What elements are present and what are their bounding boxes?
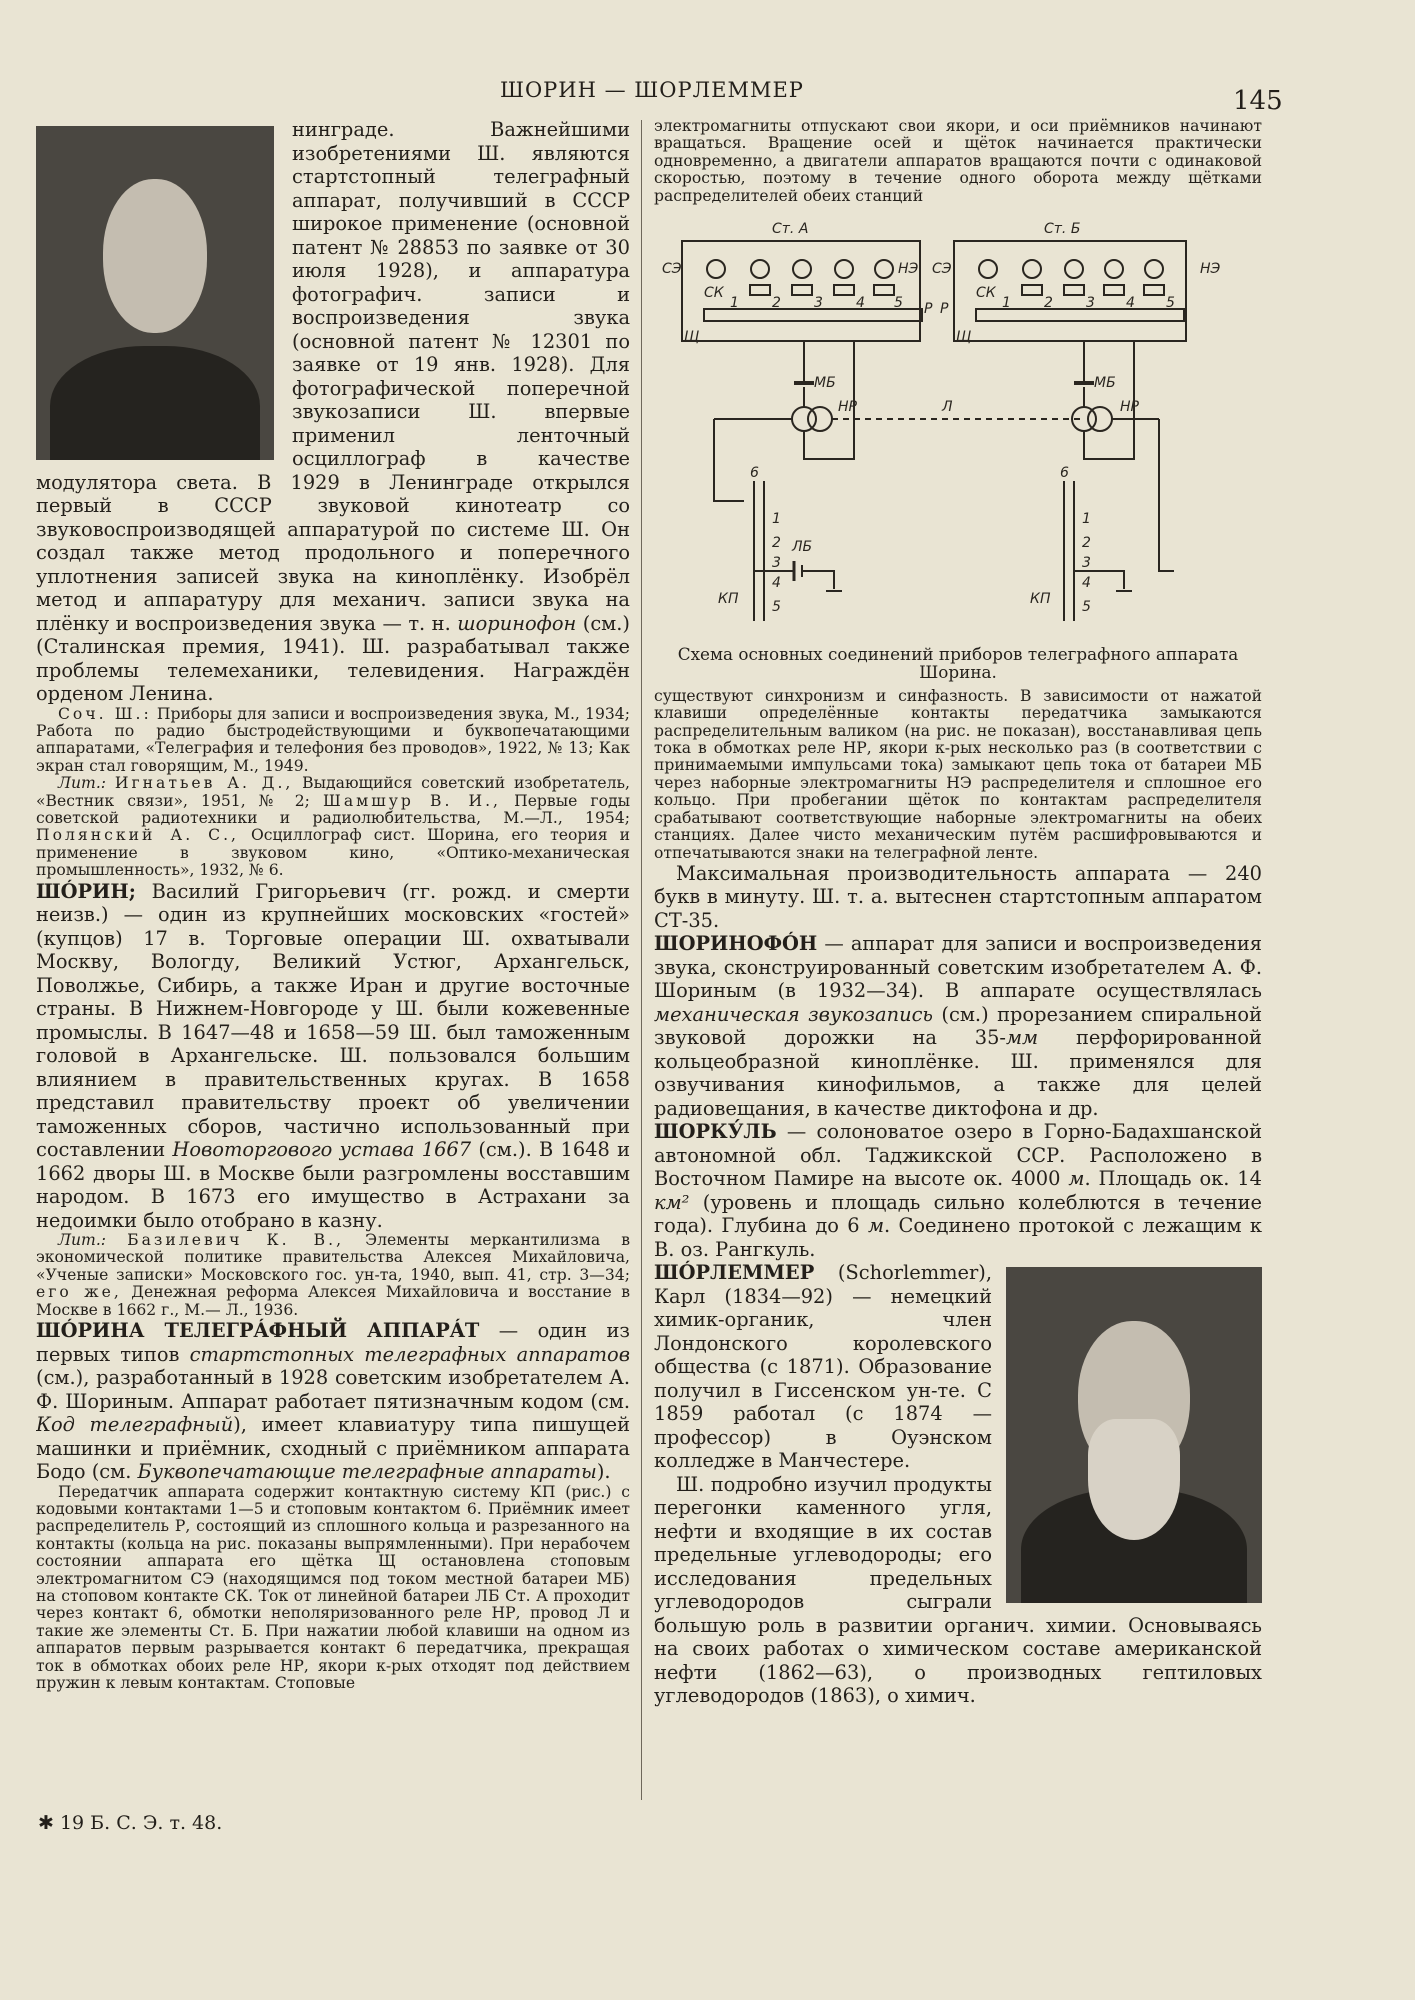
article-heading-shorinofon: ШОРИНОФÓН <box>654 932 818 956</box>
diagram-label-n4: 4 <box>856 295 865 312</box>
vasily-literature-note: Лит.: Базилевич К. В., Элементы меркантилизма в экономической политике правительства Алексея Михайловича, «Ученые записки» Московского гос. ун-та, 1940, вып. 41, стр. 3—34; его же, Денежная реформа Алексея Михайловича и восстание в Москве в 1662 г., М.— Л., 1936. <box>36 1231 630 1319</box>
shorin-works-note: Соч. Ш.: Приборы для записи и воспроизведения звука, М., 1934; Работа по радио быстродействующими и буквопечатающими аппаратами, «Телеграфия и телефония без проводов», 1922, № 13; Как экран стал говорящим, М., 1949. <box>36 704 630 775</box>
telegraph-productivity: Максимальная производительность аппарата — 240 букв в минуту. Ш. т. а. вытеснен стартстопным аппаратом СТ-35. <box>654 861 1262 932</box>
diagram-label-n2: 2 <box>772 295 781 312</box>
portrait-shorin-photo <box>36 126 274 460</box>
diagram-label-n1: 1 <box>1002 295 1011 312</box>
diagram-label-n2: 2 <box>1044 295 1053 312</box>
diagram-label-se: СЭ <box>932 261 952 278</box>
magnets-a <box>707 260 894 295</box>
diagram-label-n5: 5 <box>894 295 903 312</box>
diagram-label-ne: НЭ <box>898 261 919 278</box>
shorin-vasily-article: ШÓРИН; Василий Григорьевич (гг. рожд. и смерти неизв.) — один из крупнейших московских «гостей» (купцов) 17 в. Торговые операции Ш. охватывали Москву, Вологду, Великий Устюг, Архангельск, Поволжье, Сибирь, а также Иран и другие восточные страны. В Нижнем-Новгороде у Ш. были кожевенные промыслы. В 1647—48 и 1658—59 Ш. был таможенным головой в Архангельске. Ш. пользовался большим влиянием в правительственных кругах. В 1658 представил правительству проект об увеличении таможенных сборов, частично использованный при составлении Новоторгового устава 1667 (см.). В 1648 и 1662 дворы Ш. в Москве были разгромлены восставшим народом. В 1673 его имущество в Астрахани за недоимки было отобрано в казну. <box>36 879 630 1232</box>
diagram-label-n6: 6 <box>750 465 759 482</box>
telegraph-circuit-diagram <box>654 211 1262 641</box>
diagram-label-n2: 2 <box>1082 535 1091 552</box>
diagram-label-ne: НЭ <box>1200 261 1221 278</box>
diagram-label-mb: МБ <box>814 375 836 392</box>
diagram-label-sk: СК <box>704 285 724 302</box>
diagram-label-n5: 5 <box>772 599 781 616</box>
article-heading-shorkul: ШОРКУ́ЛЬ <box>654 1120 777 1144</box>
diagram-label-n3: 3 <box>814 295 823 312</box>
diagram-label-n4: 4 <box>772 575 781 592</box>
diagram-label-st_a: Ст. А <box>772 221 809 238</box>
diagram-label-r: Р <box>940 301 949 318</box>
article-heading-shorin-vasily: ШÓРИН; <box>36 879 136 903</box>
diagram-label-nr: НР <box>1120 399 1139 416</box>
shorinofon-article: ШОРИНОФÓН — аппарат для записи и воспроизведения звука, сконструированный советским изобретателем А. Ф. Шориным (в 1932—34). В аппарате осуществлялась механическая звукозапись (см.) прорезанием спиральной звуковой дорожки на 35-мм перфорированной кольцеобразной киноплёнке. Ш. применялся для озвучивания кинофильмов, а также для целей радиовещания, в качестве диктофона и др. <box>654 932 1262 1120</box>
shorin-literature-note: Лит.: Игнатьев А. Д., Выдающийся советский изобретатель, «Вестник связи», 1951, № 2; Шамшур В. И., Первые годы советской радиотехники и радиолюбительства, М.—Л., 1954; Полянский А. С., Осциллограф сист. Шорина, его теория и применение в звуковом кино, «Оптико-механическая промышленность», 1932, № 6. <box>36 774 630 880</box>
diagram-label-lb: ЛБ <box>792 539 813 556</box>
diagram-label-n1: 1 <box>772 511 781 528</box>
column-divider <box>641 120 642 1800</box>
left-column <box>36 118 630 1803</box>
diagram-label-n4: 4 <box>1126 295 1135 312</box>
diagram-label-n5: 5 <box>1082 599 1091 616</box>
magnets-b <box>979 260 1164 295</box>
shorin-article-continued: нинграде. Важнейшими изобретениями Ш. являются стартстопный телеграфный аппарат, получивший в СССР широкое применение (основной патент № 28853 по заявке от 30 июля 1928), и аппаратура фотографич. записи и воспроизведения звука (основной патент № 12301 по заявке от 19 янв. 1928). Для фотографической поперечной звукозаписи Ш. впервые применил ленточный осциллограф в качестве модулятора света. В 1929 в Ленинграде открылся первый в СССР звуковой кинотеатр со звуковоспроизводящей аппаратурой по системе Ш. Он создал также метод продольного и поперечного уплотнения записей звука на киноплёнку. Изобрёл метод и аппаратуру для механич. записи звука на плёнку и воспроизведения звука — т. н. шоринофон (см.) (Сталинская премия, 1941). Ш. разрабатывал также проблемы телемеханики, телевидения. Награждён орденом Ленина. <box>36 118 630 705</box>
diagram-label-r: Р <box>924 301 933 318</box>
shorin-telegraph-article: ШÓРИНА ТЕЛЕГРÁФНЫЙ АППАРÁТ — один из первых типов стартстопных телеграфных аппаратов (см.), разработанный в 1928 советским изобретателем А. Ф. Шориным. Аппарат работает пятизначным кодом (см. Код телеграфный), имеет клавиатуру типа пишущей машинки и приёмник, сходный с приёмником аппарата Бодо (см. Буквопечатающие телеграфные аппараты). <box>36 1319 630 1484</box>
article-heading-telegraph: ШÓРИНА ТЕЛЕГРÁФНЫЙ АППАРÁТ <box>36 1319 480 1343</box>
portrait-schorlemmer-photo <box>1006 1267 1262 1603</box>
diagram-label-kp: КП <box>718 591 739 608</box>
diagram-label-nr: НР <box>838 399 857 416</box>
diagram-caption: Схема основных соединений приборов телеграфного аппарата Шорина. <box>677 644 1239 683</box>
schorlemmer-article: ШÓРЛЕММЕР (Schorlemmer), Карл (1834—92) — немецкий химик-органик, член Лондонского королевского общества (с 1871). Образование получил в Гиссенском ун-те. С 1859 работал (с 1874 — профессор) в Оуэнском колледже в Манчестере. <box>654 1261 992 1473</box>
diagram-label-shch: Щ <box>956 329 972 346</box>
diagram-label-n1: 1 <box>1082 511 1091 528</box>
signature-footer: ✱ 19 Б. С. Э. т. 48. <box>38 1812 223 1834</box>
telegraph-description-continued: электромагниты отпускают свои якори, и оси приёмников начинают вращаться. Вращение осей и щёток начинается практически одновременно, а двигатели аппаратов вращаются почти с одинаковой скоростью, поэтому в течение одного оборота между щётками распределителей обеих станций <box>654 118 1262 205</box>
diagram-label-n5: 5 <box>1166 295 1175 312</box>
telegraph-description-end: существуют синхронизм и синфазность. В зависимости от нажатой клавиши определённые контакты передатчика замыкаются распределительным валиком (на рис. не показан), восстанавливая цепь тока в обмотках реле НР, якори к-рых несколько раз (в соответствии с принимаемыми импульсами тока) замыкают цепь тока от батареи МБ через наборные электромагниты НЭ распределителя и сплошное его кольцо. При пробегании щёток по контактам распределителя срабатывают соответствующие наборные электромагниты на обеих станциях. Далее чисто механическим путём расшифровываются и отпечатываются знаки на телеграфной ленте. <box>654 686 1262 862</box>
diagram-label-se: СЭ <box>662 261 682 278</box>
diagram-label-sk: СК <box>976 285 996 302</box>
diagram-label-n6: 6 <box>1060 465 1069 482</box>
diagram-label-mb: МБ <box>1094 375 1116 392</box>
diagram-label-st_b: Ст. Б <box>1044 221 1081 238</box>
diagram-label-n2: 2 <box>772 535 781 552</box>
diagram-label-n3: 3 <box>1086 295 1095 312</box>
diagram-label-l: Л <box>942 399 953 416</box>
page-number: 145 <box>1233 86 1283 116</box>
diagram-label-n3: 3 <box>1082 555 1091 572</box>
diagram-label-kp: КП <box>1030 591 1051 608</box>
schorlemmer-article-continued: Ш. подробно изучил продукты перегонки каменного угля, нефти и входящие в их состав предельные углеводороды; его исследования предельных углеводородов сыграли большую роль в развитии органич. химии. Основываясь на своих работах о химическом составе американской нефти (1862—63), о производных гептиловых углеводородов (1863), о химич. <box>654 1472 1262 1708</box>
diagram-label-n1: 1 <box>730 295 739 312</box>
shorkul-article: ШОРКУ́ЛЬ — солоноватое озеро в Горно-Бадахшанской автономной обл. Таджикской ССР. Расположено в Восточном Памире на высоте ок. 4000 м. Площадь ок. 14 км² (уровень и площадь сильно колеблются в течение года). Глубина до 6 м. Соединено протокой с лежащим к В. оз. Рангкуль. <box>654 1120 1262 1261</box>
article-heading-schorlemmer: ШÓРЛЕММЕР <box>654 1261 815 1285</box>
diagram-label-n4: 4 <box>1082 575 1091 592</box>
running-head: ШОРИН — ШОРЛЕММЕР <box>500 78 804 102</box>
diagram-label-shch: Щ <box>684 329 700 346</box>
telegraph-description-small: Передатчик аппарата содержит контактную систему КП (рис.) с кодовыми контактами 1—5 и стоповым контактом 6. Приёмник имеет распределитель Р, состоящий из сплошного кольца и разрезанного на контакты (кольца на рис. показаны выпрямленными). При нерабочем состоянии аппарата его щётка Щ остановлена стоповым электромагнитом СЭ (находящимся под током местной батареи МБ) на стоповом контакте СК. Ток от линейной батареи ЛБ Ст. А проходит через контакт 6, обмотки неполяризованного реле НР, провод Л и такие же элементы Ст. Б. При нажатии любой клавиши на одном из аппаратов первым разрывается контакт 6 передатчика, прекращая ток в обмотках обоих реле НР, якори к-рых отходят под действием пружин к левым контактам. Стоповые <box>36 1482 630 1693</box>
right-column <box>654 118 1262 1808</box>
diagram-label-n3: 3 <box>772 555 781 572</box>
